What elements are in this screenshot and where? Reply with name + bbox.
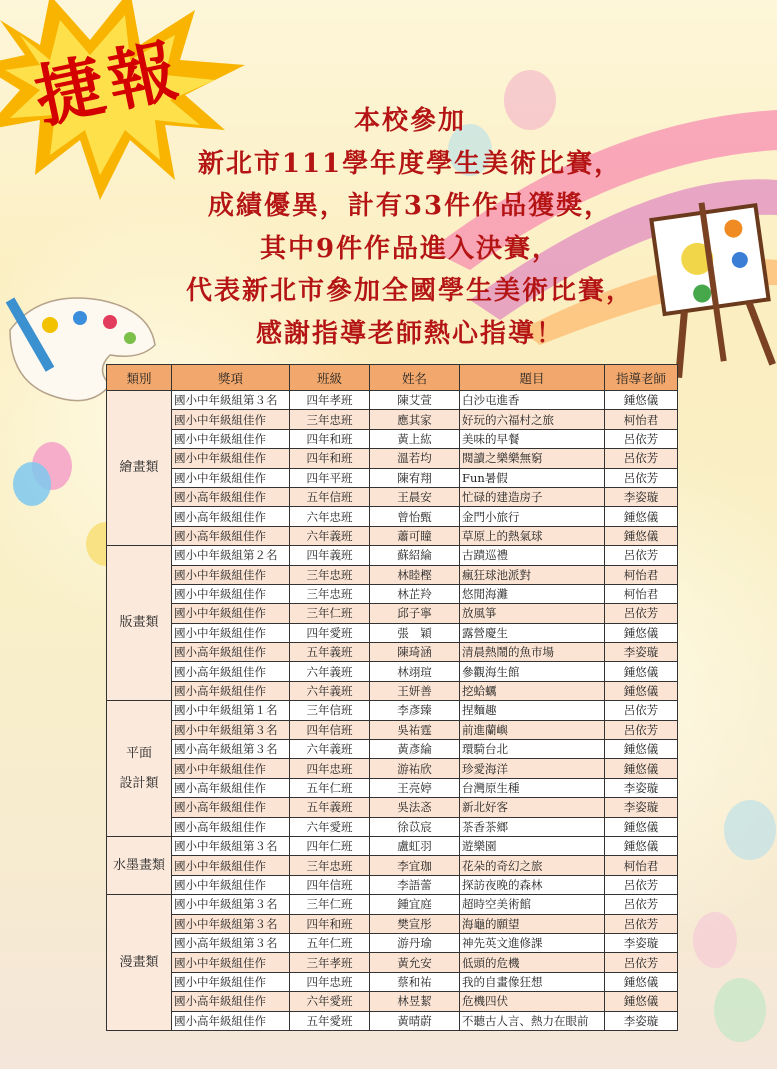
table-cell: 花朵的奇幻之旅	[460, 856, 605, 875]
table-cell: 四年和班	[290, 429, 370, 448]
table-row	[107, 526, 678, 545]
table-cell: 國小中年級組第３名	[172, 914, 290, 933]
table-row	[107, 662, 678, 681]
table-cell: 國小高年級組佳作	[172, 662, 290, 681]
table-cell: 國小高年級組佳作	[172, 526, 290, 545]
table-cell: 邱子寧	[370, 604, 460, 623]
table-cell: 柯怡君	[605, 856, 678, 875]
category-label: 平面	[125, 745, 152, 761]
table-cell: 國小中年級組佳作	[172, 410, 290, 429]
table-cell: 柯怡君	[605, 584, 678, 603]
table-cell: 張 穎	[370, 623, 460, 642]
table-cell: 六年義班	[290, 740, 370, 759]
table-cell: 國小高年級組第３名	[172, 740, 290, 759]
table-cell: 低頭的危機	[460, 953, 605, 972]
table-row	[107, 643, 678, 662]
table-cell: 李姿璇	[605, 1011, 678, 1030]
table-cell: 徐苡宸	[370, 817, 460, 836]
table-row	[107, 681, 678, 700]
table-cell: 茶香茶鄉	[460, 817, 605, 836]
table-cell: 蘇紹綸	[370, 546, 460, 565]
category-label: 漫畫類	[119, 954, 159, 970]
table-row	[107, 972, 678, 991]
table-cell: 超時空美術館	[460, 895, 605, 914]
table-row	[107, 875, 678, 894]
table-row	[107, 584, 678, 603]
table-cell: 溫若均	[370, 449, 460, 468]
table-cell: 陳宥翔	[370, 468, 460, 487]
table-cell: 國小中年級組佳作	[172, 449, 290, 468]
table-row	[107, 604, 678, 623]
table-cell: 三年仁班	[290, 895, 370, 914]
table-row	[107, 817, 678, 836]
table-cell: 六年義班	[290, 662, 370, 681]
table-cell: 六年義班	[290, 526, 370, 545]
table-cell: 鍾悠儀	[605, 972, 678, 991]
table-cell: 王晨安	[370, 487, 460, 506]
table-row	[107, 895, 678, 914]
table-cell: 台灣原生種	[460, 778, 605, 797]
table-cell: 探訪夜晚的森林	[460, 875, 605, 894]
table-row	[107, 992, 678, 1011]
table-row	[107, 468, 678, 487]
table-cell: 四年忠班	[290, 972, 370, 991]
table-cell: 國小中年級組佳作	[172, 565, 290, 584]
table-cell: 國小中年級組佳作	[172, 623, 290, 642]
table-row	[107, 410, 678, 429]
table-cell: 四年和班	[290, 914, 370, 933]
table-cell: 四年仁班	[290, 836, 370, 855]
table-row	[107, 933, 678, 952]
table-cell: 李姿璇	[605, 778, 678, 797]
table-cell: 李彥臻	[370, 701, 460, 720]
table-row	[107, 623, 678, 642]
table-row	[107, 546, 678, 565]
table-cell: 林翊瑄	[370, 662, 460, 681]
table-cell: 李姿璇	[605, 643, 678, 662]
table-cell: 四年義班	[290, 546, 370, 565]
table-cell: 鍾悠儀	[605, 740, 678, 759]
table-cell: 國小中年級組第１名	[172, 701, 290, 720]
table-cell: 遊樂園	[460, 836, 605, 855]
table-cell: 呂依芳	[605, 449, 678, 468]
badge-title: 捷報	[28, 30, 190, 139]
category-cell	[107, 701, 172, 837]
table-cell: 呂依芳	[605, 468, 678, 487]
table-cell: 鍾悠儀	[605, 836, 678, 855]
table-row	[107, 391, 678, 410]
table-row	[107, 429, 678, 448]
table-cell: 呂依芳	[605, 953, 678, 972]
table-row	[107, 720, 678, 739]
column-header: 班級	[290, 365, 370, 391]
table-cell: 國小高年級組第３名	[172, 933, 290, 952]
table-cell: 露營慶生	[460, 623, 605, 642]
awards-table	[106, 364, 678, 1031]
table-cell: 三年忠班	[290, 856, 370, 875]
table-cell: 王妍善	[370, 681, 460, 700]
table-cell: 四年平班	[290, 468, 370, 487]
table-cell: 呂依芳	[605, 895, 678, 914]
table-row	[107, 836, 678, 855]
table-cell: 三年孝班	[290, 953, 370, 972]
table-row	[107, 856, 678, 875]
table-cell: 呂依芳	[605, 914, 678, 933]
table-cell: 國小中年級組佳作	[172, 759, 290, 778]
table-cell: 五年仁班	[290, 778, 370, 797]
table-cell: 林昱絜	[370, 992, 460, 1011]
table-cell: 盧虹羽	[370, 836, 460, 855]
table-cell: 鍾悠儀	[605, 992, 678, 1011]
table-cell: 六年忠班	[290, 507, 370, 526]
table-cell: 白沙屯進香	[460, 391, 605, 410]
table-cell: 呂依芳	[605, 429, 678, 448]
table-cell: 國小中年級組佳作	[172, 584, 290, 603]
category-label: 繪畫類	[119, 460, 159, 476]
table-cell: 閱讀之樂樂無窮	[460, 449, 605, 468]
table-cell: 悠閒海灘	[460, 584, 605, 603]
table-cell: 國小高年級組佳作	[172, 487, 290, 506]
table-cell: 陳琦涵	[370, 643, 460, 662]
table-cell: 國小中年級組佳作	[172, 856, 290, 875]
table-cell: 樊宣彤	[370, 914, 460, 933]
table-cell: 三年信班	[290, 701, 370, 720]
headline-line: 新北市111學年度學生美術比賽，	[197, 148, 623, 179]
table-cell: 國小高年級組佳作	[172, 992, 290, 1011]
table-cell: 三年忠班	[290, 584, 370, 603]
table-cell: 草原上的熱氣球	[460, 526, 605, 545]
table-cell: 放風箏	[460, 604, 605, 623]
table-row	[107, 798, 678, 817]
table-cell: 清晨熱鬧的魚市場	[460, 643, 605, 662]
table-cell: 美味的早餐	[460, 429, 605, 448]
table-row	[107, 740, 678, 759]
table-cell: 國小中年級組佳作	[172, 972, 290, 991]
table-cell: 柯怡君	[605, 410, 678, 429]
table-row	[107, 759, 678, 778]
table-cell: 林芷羚	[370, 584, 460, 603]
category-cell	[107, 546, 172, 701]
table-cell: 國小高年級組佳作	[172, 1011, 290, 1030]
table-cell: 蕭可瞳	[370, 526, 460, 545]
table-cell: 李姿璇	[605, 487, 678, 506]
headline-line: 感謝指導老師熱心指導！	[255, 318, 564, 349]
table-cell: 蔡和祐	[370, 972, 460, 991]
headline-line: 本校參加	[353, 106, 466, 136]
table-row	[107, 507, 678, 526]
table-row	[107, 953, 678, 972]
table-cell: 李語蕾	[370, 875, 460, 894]
table-cell: 黃上紘	[370, 429, 460, 448]
table-cell: 鍾悠儀	[605, 623, 678, 642]
table-row	[107, 487, 678, 506]
column-header: 獎項	[172, 365, 290, 391]
table-cell: 呂依芳	[605, 720, 678, 739]
table-cell: 挖蛤蠣	[460, 681, 605, 700]
table-row	[107, 1011, 678, 1030]
table-cell: 不聽古人言、熱力在眼前	[460, 1011, 605, 1030]
table-cell: 王亮婷	[370, 778, 460, 797]
category-label: 版畫類	[119, 615, 159, 631]
table-cell: 李宜珈	[370, 856, 460, 875]
table-cell: 吳法忞	[370, 798, 460, 817]
table-cell: 國小中年級組第３名	[172, 836, 290, 855]
table-cell: 三年忠班	[290, 565, 370, 584]
table-cell: 瘋狂球池派對	[460, 565, 605, 584]
table-cell: 國小中年級組佳作	[172, 604, 290, 623]
table-cell: 三年仁班	[290, 604, 370, 623]
table-cell: 國小高年級組佳作	[172, 507, 290, 526]
table-cell: 四年愛班	[290, 623, 370, 642]
table-cell: 六年愛班	[290, 817, 370, 836]
table-cell: 四年忠班	[290, 759, 370, 778]
table-header-row	[107, 365, 678, 391]
table-cell: 五年義班	[290, 643, 370, 662]
table-cell: 應其家	[370, 410, 460, 429]
table-cell: 四年信班	[290, 720, 370, 739]
headline-line: 成績優異，計有33件作品獲獎，	[207, 191, 613, 221]
table-cell: 吳祐霆	[370, 720, 460, 739]
table-cell: 國小中年級組佳作	[172, 468, 290, 487]
category-label: 水墨畫類	[112, 857, 165, 873]
table-cell: 國小中年級組第３名	[172, 720, 290, 739]
table-row	[107, 449, 678, 468]
table-cell: Fun暑假	[460, 468, 605, 487]
table-cell: 國小中年級組第２名	[172, 546, 290, 565]
table-cell: 國小高年級組佳作	[172, 798, 290, 817]
table-cell: 鍾悠儀	[605, 526, 678, 545]
table-cell: 呂依芳	[605, 875, 678, 894]
table-cell: 我的自畫像狂想	[460, 972, 605, 991]
table-cell: 黃晴蔚	[370, 1011, 460, 1030]
table-cell: 鍾悠儀	[605, 662, 678, 681]
table-cell: 四年孝班	[290, 391, 370, 410]
table-cell: 金門小旅行	[460, 507, 605, 526]
table-cell: 柯怡君	[605, 565, 678, 584]
table-cell: 神先英文進修課	[460, 933, 605, 952]
table-cell: 鍾悠儀	[605, 759, 678, 778]
table-cell: 游祐欣	[370, 759, 460, 778]
table-cell: 危機四伏	[460, 992, 605, 1011]
table-cell: 國小中年級組佳作	[172, 875, 290, 894]
table-cell: 林睦樫	[370, 565, 460, 584]
table-cell: 呂依芳	[605, 546, 678, 565]
column-header: 題目	[460, 365, 605, 391]
table-cell: 捏麵趣	[460, 701, 605, 720]
table-cell: 國小中年級組佳作	[172, 953, 290, 972]
table-cell: 呂依芳	[605, 701, 678, 720]
table-cell: 五年義班	[290, 798, 370, 817]
table-cell: 國小中年級組第３名	[172, 895, 290, 914]
table-cell: 陳艾萱	[370, 391, 460, 410]
table-cell: 國小高年級組佳作	[172, 681, 290, 700]
table-cell: 四年信班	[290, 875, 370, 894]
table-cell: 鍾宜庭	[370, 895, 460, 914]
column-header: 類別	[107, 365, 172, 391]
headline-line: 代表新北市參加全國學生美術比賽，	[185, 276, 634, 306]
table-cell: 鍾悠儀	[605, 681, 678, 700]
table-cell: 鍾悠儀	[605, 817, 678, 836]
category-cell	[107, 836, 172, 894]
table-cell: 五年仁班	[290, 933, 370, 952]
table-cell: 呂依芳	[605, 604, 678, 623]
table-row	[107, 914, 678, 933]
table-cell: 國小中年級組佳作	[172, 429, 290, 448]
table-cell: 前進蘭嶼	[460, 720, 605, 739]
table-cell: 珍愛海洋	[460, 759, 605, 778]
table-cell: 國小高年級組佳作	[172, 817, 290, 836]
table-cell: 游丹瑜	[370, 933, 460, 952]
table-cell: 六年愛班	[290, 992, 370, 1011]
table-cell: 新北好客	[460, 798, 605, 817]
table-cell: 五年信班	[290, 487, 370, 506]
table-cell: 三年忠班	[290, 410, 370, 429]
column-header: 姓名	[370, 365, 460, 391]
table-cell: 忙碌的建造房子	[460, 487, 605, 506]
table-cell: 海龜的願望	[460, 914, 605, 933]
table-cell: 好玩的六福村之旅	[460, 410, 605, 429]
table-cell: 國小高年級組佳作	[172, 643, 290, 662]
table-cell: 李姿璇	[605, 798, 678, 817]
table-row	[107, 701, 678, 720]
headline	[90, 100, 730, 355]
table-cell: 四年和班	[290, 449, 370, 468]
category-cell	[107, 391, 172, 546]
table-cell: 六年義班	[290, 681, 370, 700]
column-header: 指導老師	[605, 365, 678, 391]
table-cell: 國小中年級組第３名	[172, 391, 290, 410]
table-cell: 鍾悠儀	[605, 391, 678, 410]
table-cell: 環騎台北	[460, 740, 605, 759]
table-cell: 五年愛班	[290, 1011, 370, 1030]
table-cell: 李姿璇	[605, 933, 678, 952]
table-row	[107, 565, 678, 584]
table-cell: 國小高年級組佳作	[172, 778, 290, 797]
table-cell: 鍾悠儀	[605, 507, 678, 526]
table-cell: 黃彥綸	[370, 740, 460, 759]
table-row	[107, 778, 678, 797]
table-cell: 曾怡甄	[370, 507, 460, 526]
category-label: 設計類	[119, 775, 159, 791]
table-cell: 古蹟巡禮	[460, 546, 605, 565]
headline-line: 其中9件作品進入決賽，	[259, 233, 561, 264]
table-cell: 參觀海生館	[460, 662, 605, 681]
category-cell	[107, 895, 172, 1031]
table-cell: 黃允安	[370, 953, 460, 972]
